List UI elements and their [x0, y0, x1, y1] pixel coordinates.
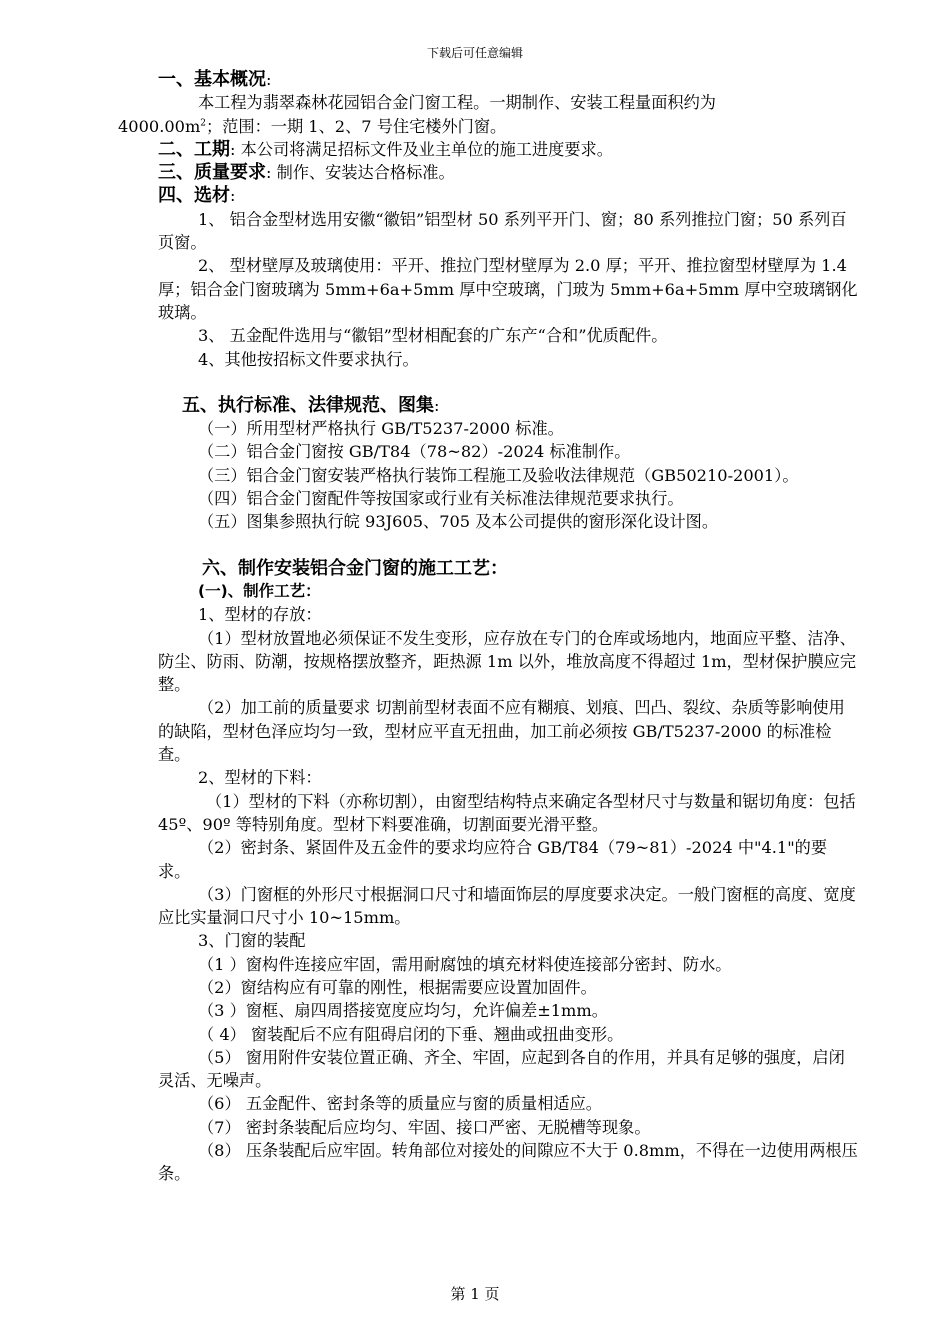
section-4-title: 四、选材	[158, 185, 230, 207]
list-item: （5） 窗用附件安装位置正确、齐全、牢固，应起到各自的作用，并具有足够的强度，启闭灵活、无噪声。	[158, 1047, 845, 1091]
section-1-colon: :	[266, 70, 272, 89]
list-item: 3、 五金配件选用与“徽铝”型材相配套的广东产“合和”优质配件。	[198, 326, 668, 346]
s1-text-b: 4000.00m	[118, 116, 201, 136]
document-body	[118, 68, 858, 1186]
list-item: （3）门窗框的外形尺寸根据洞口尺寸和墙面饰层的厚度要求决定。一般门窗框的高度、宽度应比实量洞口尺寸小 10~15mm。	[158, 884, 856, 928]
section-3-title: 三、质量要求	[158, 162, 266, 184]
section-2-title: 二、工期	[158, 138, 230, 160]
section-5-heading	[158, 394, 858, 417]
subsection-heading: (一)、制作工艺：	[198, 581, 321, 600]
section-3-heading	[158, 161, 858, 184]
list-item: （五）图集参照执行皖 93J605、705 及本公司提供的窗形深化设计图。	[198, 512, 719, 532]
s1-superscript: 2	[200, 118, 207, 129]
list-item: （2）窗结构应有可靠的刚性，根据需要应设置加固件。	[198, 977, 597, 997]
list-item: （1）型材的下料（亦称切割），由窗型结构特点来确定各型材尺寸与数量和锯切角度：包括 45º、90º 等特别角度。型材下料要准确，切割面要光滑平整。	[158, 791, 856, 834]
list-item: （2）加工前的质量要求 切割前型材表面不应有糊痕、划痕、凹凸、裂纹、杂质等影响使用的缺陷，型材色泽应均匀一致，型材应平直无扭曲，加工前必须按 GB/T5237-2000 的标准检查。	[158, 698, 845, 765]
section-1-title: 一、基本概况	[158, 69, 266, 90]
section-4-colon: :	[230, 186, 236, 206]
list-item: （1）型材放置地必须保证不发生变形，应存放在专门的仓库或场地内，地面应平整、洁净、防尘、防雨、防潮，按规格摆放整齐，距热源 1m 以外，堆放高度不得超过 1m，型材保护膜应完整。	[158, 628, 857, 695]
page-footer: 第 1 页	[450, 1285, 500, 1303]
section-1-paragraph	[118, 91, 858, 138]
list-item: 2、 型材壁厚及玻璃使用：平开、推拉门型材壁厚为 2.0 厚；平开、推拉窗型材壁厚为 1.4 厚；铝合金门窗玻璃为 5mm+6a+5mm 厚中空玻璃，门玻为 5mm+6a+5mm 厚中空玻璃钢化玻璃。	[158, 256, 858, 322]
list-item: （一）所用型材严格执行 GB/T5237-2000 标准。	[198, 419, 564, 439]
section-2-text: : 本公司将满足招标文件及业主单位的施工进度要求。	[230, 139, 613, 159]
s1-text-a: 本工程为翡翠森林花园铝合金门窗工程。一期制作、安装工程量面积约为	[198, 93, 716, 113]
list-item: 4、其他按招标文件要求执行。	[198, 349, 419, 369]
section-5-title: 五、执行标准、法律规范、图集	[182, 394, 434, 416]
list-item: （ 4） 窗装配后不应有阻碍启闭的下垂、翘曲或扭曲变形。	[198, 1024, 624, 1044]
list-item: （3 ）窗框、扇四周搭接宽度应均匀，允许偏差±1mm。	[198, 1001, 608, 1021]
topic-heading: 2、型材的下料：	[198, 768, 322, 788]
section-1-heading	[158, 68, 858, 91]
topic-heading: 3、门窗的装配	[198, 931, 306, 951]
list-item: （二）铝合金门窗按 GB/T84（78~82）-2024 标准制作。	[198, 442, 631, 462]
list-item: （2）密封条、紧固件及五金件的要求均应符合 GB/T84（79~81）-2024 中"4.1"的要求。	[158, 838, 828, 881]
topic-heading: 1、型材的存放：	[198, 605, 322, 625]
section-4-heading	[158, 184, 858, 207]
section-6-heading: 六、制作安装铝合金门窗的施工工艺：	[202, 557, 508, 579]
list-item: （6） 五金配件、密封条等的质量应与窗的质量相适应。	[198, 1094, 602, 1114]
page-header: 下载后可任意编辑	[426, 46, 523, 60]
section-5-colon: :	[434, 395, 440, 415]
list-item: （1 ）窗构件连接应牢固，需用耐腐蚀的填充材料使连接部分密封、防水。	[198, 954, 732, 974]
list-item: （三）铝合金门窗安装严格执行装饰工程施工及验收法律规范（GB50210-2001）。	[198, 465, 799, 485]
list-item: （7） 密封条装配后应均匀、牢固、接口严密、无脱槽等现象。	[198, 1117, 651, 1137]
list-item: 1、 铝合金型材选用安徽“徽铝”铝型材 50 系列平开门、窗；80 系列推拉门窗；50 系列百页窗。	[158, 209, 847, 253]
list-item: （四）铝合金门窗配件等按国家或行业有关标准法律规范要求执行。	[198, 489, 684, 509]
section-2-heading	[158, 138, 858, 161]
list-item: （8） 压条装配后应牢固。转角部位对接处的间隙应不大于 0.8mm，不得在一边使用两根压条。	[158, 1141, 858, 1184]
s1-text-c: ；范围：一期 1、2、7 号住宅楼外门窗。	[206, 116, 507, 136]
section-3-text: : 制作、安装达合格标准。	[266, 163, 455, 183]
